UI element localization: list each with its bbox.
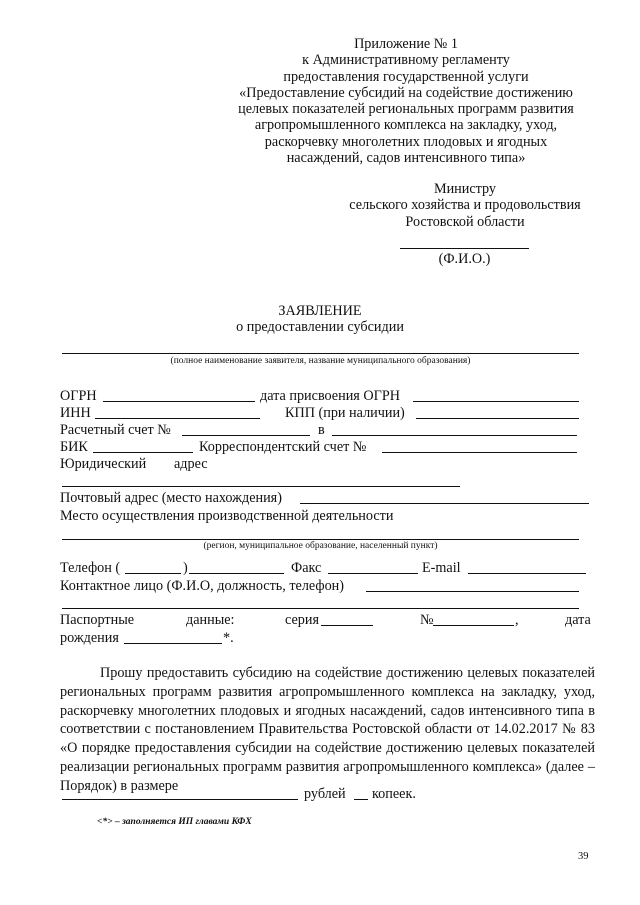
amount-rubles-field[interactable] — [62, 799, 298, 800]
birth-footnote-mark: *. — [223, 630, 234, 646]
document-title: ЗАЯВЛЕНИЕ — [278, 303, 362, 319]
addressee-line: сельского хозяйства и продовольствия — [349, 197, 581, 214]
rubles-label: рублей — [304, 786, 346, 802]
passport-label: Паспортные — [60, 612, 135, 628]
postal-address-label: Почтовый адрес (место нахождения) — [60, 490, 282, 506]
document-subtitle: о предоставлении субсидии — [236, 319, 404, 335]
production-place-field[interactable] — [62, 539, 579, 540]
date-label: дата — [565, 612, 591, 628]
header-block — [236, 36, 576, 166]
request-paragraph: Прошу предоставить субсидию на содействие достижению целевых показателей региональных программ развития агропромышленного комплекса на закладку, уход, раскорчевку многолетних плодовых и ягодных насаждений, садов интенсивного типа в соответствии с постановлением Правительства Ростовской области от 14.02.2017 № 83 «О порядке предоставления субсидии на содействие достижению целевых показателей реализации региональных программ развития агропромышленного комплекса» (далее – Порядок) в размере — [60, 665, 595, 794]
applicant-name-line — [62, 353, 579, 354]
fax-label: Факс — [291, 560, 322, 576]
production-place-label: Место осуществления производственной деятельности — [60, 508, 394, 524]
contact-label: Контактное лицо (Ф.И.О, должность, телефон) — [60, 578, 344, 594]
fio-blank-line — [400, 248, 529, 249]
contact-field[interactable] — [366, 591, 579, 592]
addressee-line: Ростовской области — [405, 213, 525, 230]
number-sign: № — [420, 612, 434, 628]
header-line: Приложение № 1 — [354, 36, 458, 52]
amount-kopecks-field[interactable] — [354, 799, 368, 800]
corr-account-label: Корреспондентский счет № — [199, 439, 367, 455]
email-label: E-mail — [422, 560, 461, 576]
header-line: насаждений, садов интенсивного типа» — [286, 150, 526, 167]
addressee-block — [330, 181, 600, 230]
ogrn-label: ОГРН — [60, 388, 97, 404]
phone-number-field[interactable] — [189, 573, 284, 574]
inn-label: ИНН — [60, 405, 91, 421]
passport-data-label: данные: — [186, 612, 235, 628]
addressee-line: Министру — [433, 181, 497, 197]
ogrn-date-label: дата присвоения ОГРН — [260, 388, 400, 404]
kopecks-label: копеек. — [372, 786, 416, 802]
ogrn-date-field[interactable] — [413, 401, 579, 402]
page-number: 39 — [578, 851, 589, 862]
legal-address-field[interactable] — [62, 486, 460, 487]
header-line: целевых показателей региональных программ развития — [238, 101, 574, 118]
inn-field[interactable] — [95, 418, 260, 419]
header-line: агропромышленного комплекса на закладку, уход, — [254, 117, 558, 134]
phone-close-paren: ) — [183, 560, 188, 576]
applicant-name-caption: (полное наименование заявителя, название муниципального образования) — [170, 356, 471, 366]
bik-label: БИК — [60, 439, 88, 455]
fio-label: (Ф.И.О.) — [438, 251, 491, 267]
legal-address-label-1: Юридический — [60, 456, 147, 472]
birth-label: рождения — [60, 630, 119, 646]
header-line: раскорчевку многолетних плодовых и ягодных — [264, 133, 548, 150]
legal-address-label-2: адрес — [174, 456, 208, 472]
phone-code-field[interactable] — [125, 573, 181, 574]
ogrn-field[interactable] — [103, 401, 255, 402]
bik-field[interactable] — [93, 452, 193, 453]
account-label: Расчетный счет № — [60, 422, 171, 438]
series-label: серия — [285, 612, 319, 628]
account-field[interactable] — [182, 435, 310, 436]
kpp-label: КПП (при наличии) — [285, 405, 405, 421]
phone-label: Телефон ( — [60, 560, 121, 576]
header-line: «Предоставление субсидий на содействие достижению — [239, 84, 573, 101]
series-field[interactable] — [321, 625, 373, 626]
passport-number-field[interactable] — [433, 625, 514, 626]
region-caption: (регион, муниципальное образование, населенный пункт) — [203, 541, 438, 551]
comma-separator: , — [515, 612, 519, 628]
fax-field[interactable] — [328, 573, 418, 574]
postal-address-field[interactable] — [300, 503, 589, 504]
bank-in-label: в — [318, 422, 325, 438]
birth-date-field[interactable] — [124, 643, 222, 644]
header-line: предоставления государственной услуги — [283, 68, 529, 85]
kpp-field[interactable] — [416, 418, 579, 419]
header-line: к Административному регламенту — [302, 52, 510, 69]
email-field[interactable] — [468, 573, 586, 574]
contact-field-line-2[interactable] — [62, 608, 579, 609]
footnote: <*> – заполняется ИП главами КФХ — [97, 817, 252, 827]
bank-field[interactable] — [332, 435, 577, 436]
corr-account-field[interactable] — [382, 452, 577, 453]
